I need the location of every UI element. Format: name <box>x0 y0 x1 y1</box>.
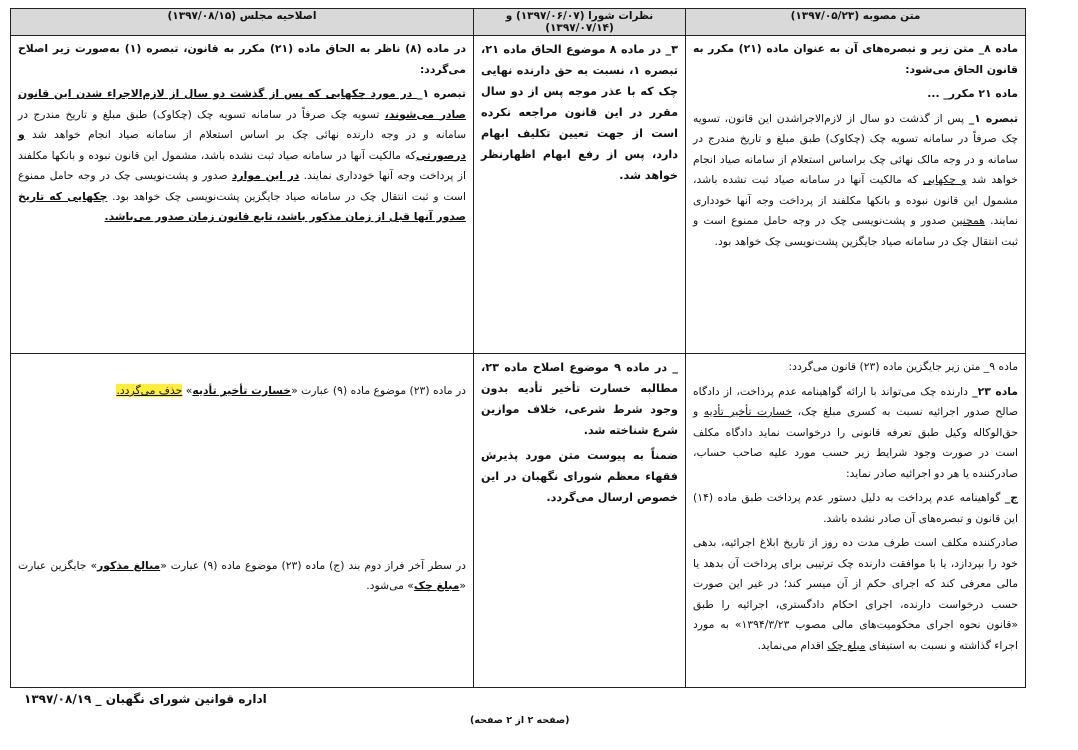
table-row <box>11 36 1026 354</box>
office-signature: اداره قوانین شورای نگهبان _ ۱۳۹۷/۰۸/۱۹ <box>24 692 267 706</box>
clause-c-second-part: صادرکننده مکلف است طرف مدت ده روز از تاریخ ابلاغ اجرائیه، بدهی خود را بپردازد، یا با موافقت دارنده چک ترتیبی برای پرداخت آن بدهد یا مالی معرفی کند که اجرای حکم از آن میسر کند؛ در غیر این صورت حسب درخواست دارنده، اجرای احکام دادگستری، اجرائیه را طبق «قانون نحوه اجرای محکومیت‌های مالی مصوب ۱۳۹۴/۳/۲۳» به مورد اجراء گذاشته و نسبت به استیفای مبلغ چک اقدام می‌نماید. <box>693 536 1018 652</box>
council-opinion-article-9: _ در ماده ۹ موضوع اصلاح ماده ۲۳، مطالبه خسارت تأخیر تأدیه بدون وجود شرط شرعی، خلاف موازین شرع شناخته شد. <box>481 361 678 437</box>
cell-council-opinion-3 <box>474 36 686 354</box>
article-9-intro: ماده ۹_ متن زیر جایگزین ماده (۲۳) قانون می‌گردد: <box>788 360 1018 373</box>
cell-council-opinion-article-9 <box>474 354 686 688</box>
article-21-repeat: ماده ۲۱ مکرر_ ... <box>927 87 1018 100</box>
council-attachment-note: ضمناً به پیوست متن مورد پذیرش فقهاء معظم شورای نگهبان در این خصوص ارسال می‌گردد. <box>481 449 678 504</box>
header-row <box>11 9 1026 36</box>
note-1-text: تبصره ۱_ پس از گذشت دو سال از لازم‌الاجراشدن این قانون، تسویه چک صرفاً در سامانه تسویه چک (چکاوک) طبق مبلغ و تاریخ مندرج در سامانه و در وجه مالک نهائی چک براساس استعلام از سامانه صیاد انجام خواهد شد و چکهایی که مالکیت آنها در سامانه صیاد ثبت نشده باشد، مشمول این قانون نبوده و بانکها مکلفند از پرداخت وجه آنها خودداری نمایند. همچنین صدور و پشت‌نویسی چک در وجه حامل ممنوع است و ثبت انتقال چک در سامانه صیاد جایگزین پشت‌نویسی چک خواهد بود. <box>693 111 1019 248</box>
council-opinion-3: ۳_ در ماده ۸ موضوع الحاق ماده ۲۱، تبصره ۱، نسبت به حق دارنده نهایی چک که با عذر موجه پس از دو سال مقرر در این قانون مراجعه نکرده است از جهت تعیین تکلیف ابهام دارد، پس از رفع ابهام اظهارنظر خواهد شد. <box>481 43 678 182</box>
table-row <box>11 354 1026 688</box>
article-23-text: ماده ۲۳_ دارنده چک می‌تواند با ارائه گواهینامه عدم پرداخت، از دادگاه صالح صدور اجرائیه نسبت به کسری مبلغ چک، خسارت تأخیر تأدیه و حق‌الوکاله وکیل طبق تعرفه قانونی را درخواست نماید دادگاه مکلف است در صورت وجود شرایط زیر حسب مورد علیه صاحب حساب، صادرکننده یا هر دو اجرائیه صادر نماید: <box>693 384 1018 480</box>
header-approved: متن مصوبه (۱۳۹۷/۰۵/۲۳) <box>686 9 1026 36</box>
clause-c-text: ج_ گواهینامه عدم پرداخت به دلیل دستور عدم پرداخت طبق ماده (۱۴) این قانون و تبصره‌های آن صادر نشده باشد. <box>693 491 1018 525</box>
page-number: (صفحه ۲ از ۲ صفحه) <box>470 715 570 726</box>
cell-amended-article-9 <box>11 354 474 688</box>
cell-approved-article-8 <box>686 36 1026 354</box>
amend-8-intro: در ماده (۸) ناظر به الحاق ماده (۲۱) مکرر به قانون، تبصره (۱) به‌صورت زیر اصلاح می‌گردد: <box>18 42 466 76</box>
header-amended: اصلاحیه مجلس (۱۳۹۷/۰۸/۱۵) <box>11 9 474 36</box>
header-council: نظرات شورا (۱۳۹۷/۰۶/۰۷) و (۱۳۹۷/۰۷/۱۴) <box>474 9 686 36</box>
article-8-intro: ماده ۸_ متن زیر و تبصره‌های آن به عنوان ماده (۲۱) مکرر به قانون الحاق می‌شود: <box>693 42 1019 76</box>
amend-23-replace: در سطر آخر فراز دوم بند (ج) ماده (۲۳) موضوع ماده (۹) عبارت «مبالغ مذکور» جایگزین عبارت «مبلغ چک» می‌شود. <box>18 558 466 592</box>
comparison-table <box>10 8 1026 688</box>
cell-amended-article-8 <box>11 36 474 354</box>
cell-approved-article-9 <box>686 354 1026 688</box>
amend-23-delete: در ماده (۲۳) موضوع ماده (۹) عبارت «خسارت تأخیر تأدیه» حذف می‌گردد. <box>116 384 466 397</box>
amend-note-1-text: تبصره ۱_ در مورد چکهایی که پس از گذشت دو سال از لازم‌الاجراء شدن این قانون صادر می‌شوند، تسویه چک صرفاً در سامانه تسویه چک (چکاوک) طبق مبلغ و تاریخ مندرج در سامانه و در وجه دارنده نهائی چک بر اساس استعلام از سامانه صیاد انجام خواهد شد و درصورتی‌که مالکیت آنها در سامانه صیاد ثبت نشده باشد، مشمول این قانون نبوده و بانکها مکلفند از پرداخت وجه آنها خودداری نمایند. در این موارد صدور و پشت‌نویسی چک در وجه حامل ممنوع است و ثبت انتقال چک در سامانه صیاد جایگزین پشت‌نویسی چک خواهد بود. چکهایی که تاریخ صدور آنها قبل از زمان مذکور باشد، تابع قانون زمان صدور می‌باشد. <box>18 87 466 223</box>
